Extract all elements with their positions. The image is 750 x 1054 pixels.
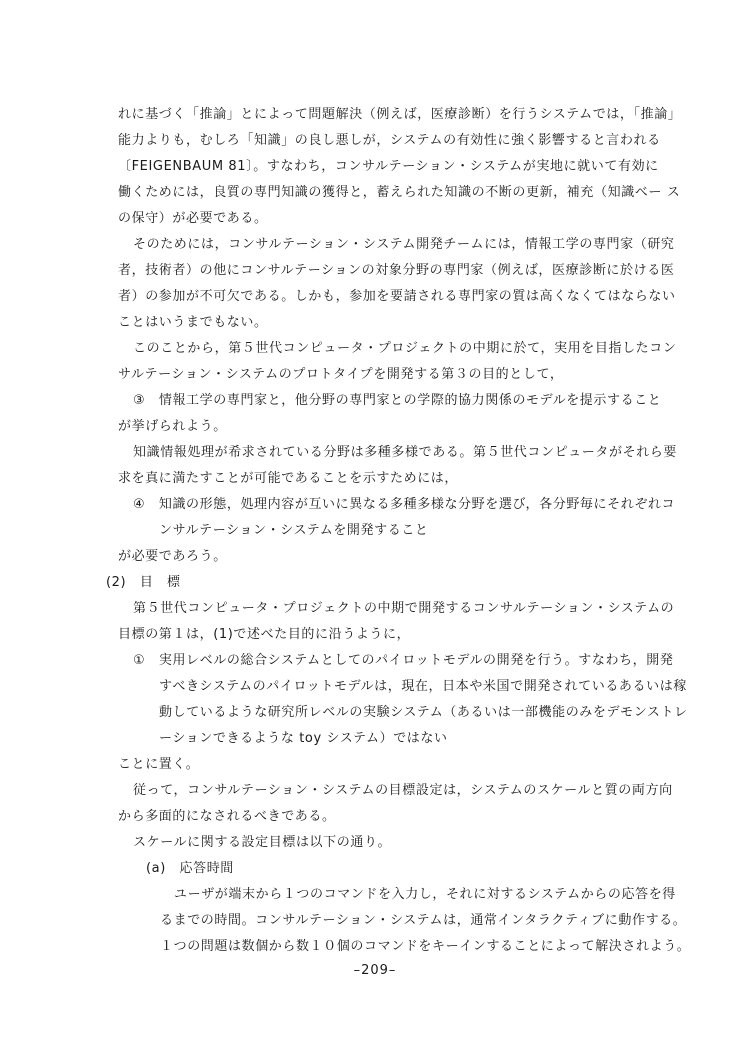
text-line: の保守）が必要である。	[118, 211, 268, 226]
text-line: 第５世代コンピュータ・プロジェクトの中期で開発するコンサルテーション・システムの	[133, 601, 675, 616]
text-line: れに基づく「推論」とによって問題解決（例えば，医療診断）を行うシステムでは，「推論」	[118, 107, 682, 122]
text-line: 動しているような研究所レベルの実験システム（あるいは一部機能のみをデモンストレ	[159, 705, 688, 720]
text-line: 者，技術者）の他にコンサルテーションの対象分野の専門家（例えば，医療診断に於ける医	[118, 263, 675, 278]
page-number: –209–	[353, 963, 397, 978]
text-line: スケールに関する設定目標は以下の通り。	[133, 835, 392, 850]
numbered-item: ③ 情報工学の専門家と，他分野の専門家との学際的協力関係のモデルを提示すること	[133, 393, 662, 408]
text-line: このことから，第５世代コンピュータ・プロジェクトの中期に於て，実用を目指したコン	[133, 341, 677, 356]
text-line: サルテーション・システムのプロトタイプを開発する第３の目的として，	[118, 367, 564, 382]
text-line: すべきシステムのパイロットモデルは，現在，日本や米国で開発されているあるいは稼	[159, 679, 687, 694]
numbered-item: ① 実用レベルの総合システムとしてのパイロットモデルの開発を行う。すなわち，開発	[133, 653, 674, 668]
text-line: ユーザが端末から１つのコマンドを入力し，それに対するシステムからの応答を得	[174, 887, 676, 902]
text-line: ことに置く。	[118, 757, 200, 772]
text-line: 者）の参加が不可欠である。しかも，参加を要請される専門家の質は高くなくてはならない	[118, 289, 676, 304]
text-line: が挙げられよう。	[118, 419, 227, 434]
text-line: 能力よりも，むしろ「知識」の良し悪しが，システムの有効性に強く影響すると言われる	[118, 133, 661, 148]
numbered-item: ④ 知識の形態，処理内容が互いに異なる多種多様な分野を選び，各分野毎にそれぞれコ	[133, 497, 676, 512]
text-line: そのためには，コンサルテーション・システム開発チームには，情報工学の専門家（研究	[133, 237, 675, 252]
section-heading: (2) 目 標	[106, 575, 181, 590]
text-line: が必要であろう。	[118, 549, 227, 564]
text-line: 知識情報処理が希求されている分野は多種多様である。第５世代コンピュータがそれら要	[133, 445, 678, 460]
text-line: ンサルテーション・システムを開発すること	[159, 523, 429, 538]
text-line: から多面的になされるべきである。	[118, 809, 336, 824]
text-line: 働くためには，良質の専門知識の獲得と，蓄えられた知識の不断の更新，補充（知識ベー ス	[118, 185, 681, 200]
text-line: ーションできるような toy システム）ではない	[159, 731, 448, 746]
text-line: 求を真に満たすことが可能であることを示すためには，	[118, 471, 459, 486]
text-line: 目標の第１は，(1)で述べた目的に沿うように，	[118, 627, 411, 642]
text-line: 〔FEIGENBAUM 81〕。すなわち，コンサルテーション・システムが実地に就いて有効に	[118, 159, 659, 174]
text-line: ことはいうまでもない。	[118, 315, 268, 330]
text-line: 従って，コンサルテーション・システムの目標設定は，システムのスケールと質の両方向	[133, 783, 673, 798]
text-line: るまでの時間。コンサルテーション・システムは，通常インタラクティブに動作する。	[160, 913, 687, 928]
text-line: １つの問題は数個から数１０個のコマンドをキーインすることによって解決されよう。	[160, 939, 691, 954]
subsection-heading: (a) 応答時間	[146, 861, 234, 876]
